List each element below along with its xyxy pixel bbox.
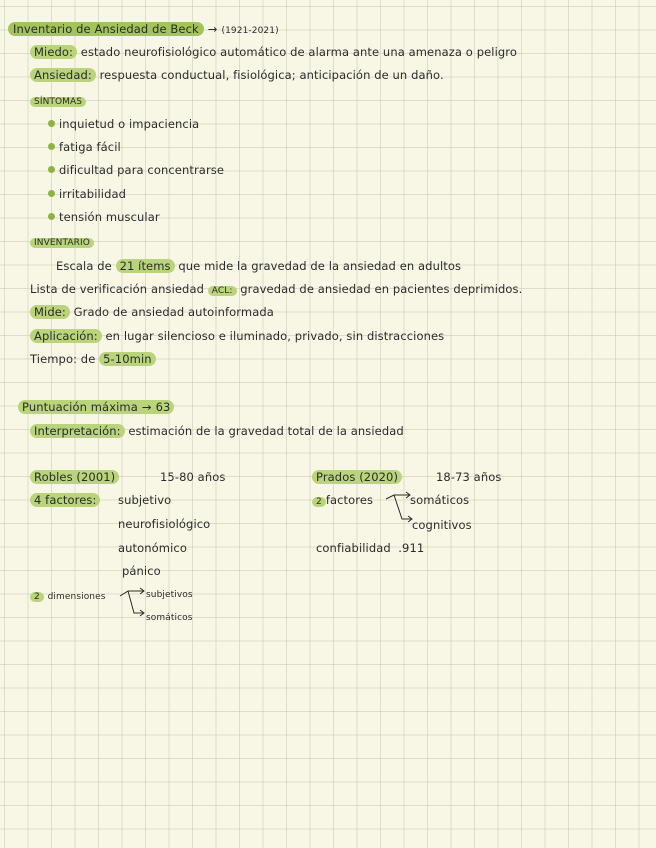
robles-heading xyxy=(30,469,119,485)
robles-factores-label: 4 factores: xyxy=(30,492,100,508)
sintomas-heading xyxy=(30,92,86,110)
prados-name: Prados (2020) xyxy=(312,470,402,484)
inventario-aplicacion: Aplicación: en lugar silencioso e iluminado, privado, sin distracciones xyxy=(30,328,444,344)
robles-factor: subjetivo xyxy=(118,493,172,507)
def-term: Ansiedad: xyxy=(30,68,96,82)
def-miedo xyxy=(30,44,517,60)
bullet-icon xyxy=(48,166,55,173)
items-highlight: 21 ítems xyxy=(116,259,175,273)
def-text: respuesta conductual, fisiológica; anticipación de un daño. xyxy=(95,68,444,82)
inventario-mide: Mide: Grado de ansiedad autoinformada xyxy=(30,304,274,320)
dimensiones-branch-icon xyxy=(120,589,148,623)
title-text: Inventario de Ansiedad de Beck xyxy=(8,22,204,36)
robles-factor: neurofisiológico xyxy=(118,517,211,531)
list-item: tensión muscular xyxy=(48,209,160,225)
title-years: (1921-2021) xyxy=(221,26,279,36)
robles-factor: autonómico xyxy=(118,541,187,555)
list-item: irritabilidad xyxy=(48,186,126,202)
acl-highlight: ACL: xyxy=(208,286,237,296)
inventario-heading-text: INVENTARIO xyxy=(30,238,94,248)
robles-dimensiones: 2 dimensiones xyxy=(30,587,106,605)
inventario-tiempo: Tiempo: de 5-10min xyxy=(30,351,156,367)
bullet-icon xyxy=(48,143,55,150)
puntuacion-highlight: Puntuación máxima → 63 xyxy=(18,400,174,414)
fact-num: 2 xyxy=(312,497,326,507)
inventario-lista: Lista de verificación ansiedad ACL: gravedad de ansiedad en pacientes deprimidos. xyxy=(30,282,523,296)
puntuacion-line xyxy=(18,399,174,415)
robles-dim: somáticos xyxy=(146,613,193,623)
inventario-escala: Escala de 21 ítems que mide la gravedad de la ansiedad en adultos xyxy=(56,259,462,273)
prados-confiabilidad: confiabilidad .911 xyxy=(316,541,425,555)
prados-factores: 2 factores xyxy=(312,492,373,510)
def-term: Miedo: xyxy=(30,45,77,59)
aplicacion-term: Aplicación: xyxy=(30,329,102,343)
bullet-icon xyxy=(48,120,55,127)
def-text: estado neurofisiológico automático de alarma ante una amenaza o peligro xyxy=(77,45,517,59)
sintomas-heading-text: SÍNTOMAS xyxy=(30,97,86,107)
robles-dim: subjetivos xyxy=(146,590,193,600)
inventario-heading xyxy=(30,233,94,251)
bullet-icon xyxy=(48,213,55,220)
prados-heading xyxy=(312,469,402,485)
interpretacion-line: Interpretación: estimación de la gravedad total de la ansiedad xyxy=(30,423,404,439)
robles-range: 15-80 años xyxy=(160,470,226,484)
title-arrow: → xyxy=(207,22,218,36)
list-item: fatiga fácil xyxy=(48,139,121,155)
page-title xyxy=(8,21,279,39)
bullet-icon xyxy=(48,190,55,197)
dim-num: 2 xyxy=(30,592,44,602)
prados-range: 18-73 años xyxy=(436,470,502,484)
prados-factor: somáticos xyxy=(410,493,470,507)
interpretacion-term: Interpretación: xyxy=(30,424,125,438)
list-item: dificultad para concentrarse xyxy=(48,162,224,178)
mide-term: Mide: xyxy=(30,305,70,319)
list-item: inquietud o impaciencia xyxy=(48,116,199,132)
robles-name: Robles (2001) xyxy=(30,470,119,484)
tiempo-highlight: 5-10min xyxy=(99,352,156,366)
robles-factor: pánico xyxy=(122,564,161,578)
def-ansiedad xyxy=(30,67,444,83)
prados-factor: cognitivos xyxy=(412,518,472,532)
